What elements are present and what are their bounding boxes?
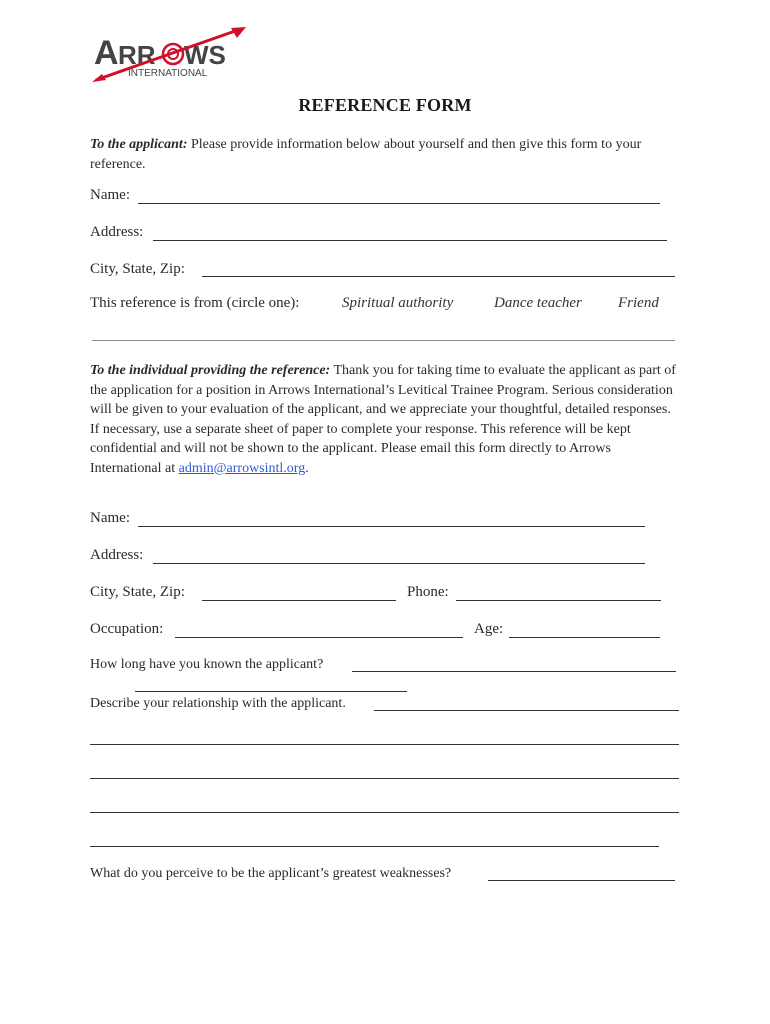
option-dance-teacher[interactable]: Dance teacher — [494, 295, 582, 311]
weaknesses-field[interactable] — [488, 880, 675, 881]
occupation-field[interactable] — [175, 637, 463, 638]
reference-address-label: Address: — [90, 547, 144, 563]
applicant-instructions — [90, 135, 690, 174]
applicant-address-field[interactable] — [153, 240, 667, 241]
known-duration-field[interactable] — [352, 671, 676, 672]
relationship-answer-line[interactable] — [90, 744, 679, 745]
reference-instructions-tail: . — [305, 460, 309, 476]
phone-label: Phone: — [407, 584, 449, 600]
relationship-question: Describe your relationship with the applicant. — [90, 696, 346, 711]
phone-field[interactable] — [456, 600, 661, 601]
reference-instructions — [90, 361, 682, 478]
reference-address-field[interactable] — [153, 563, 645, 564]
reference-city-field[interactable] — [202, 600, 396, 601]
reference-city-label: City, State, Zip: — [90, 584, 185, 600]
svg-text:WS: WS — [184, 40, 226, 70]
reference-instructions-lead: To the individual providing the reference: — [90, 363, 331, 378]
applicant-name-label: Name: — [90, 187, 130, 203]
applicant-instructions-lead: To the applicant: — [90, 137, 188, 152]
section-divider — [92, 340, 675, 341]
applicant-instructions-text: Please provide information below about yourself and then give this form to your reference. — [90, 137, 642, 172]
reference-name-label: Name: — [90, 510, 130, 526]
occupation-label: Occupation: — [90, 621, 164, 637]
svg-text:RR: RR — [118, 40, 156, 70]
applicant-city-label: City, State, Zip: — [90, 261, 185, 277]
known-duration-question: How long have you known the applicant? — [90, 657, 324, 672]
age-field[interactable] — [509, 637, 660, 638]
svg-text:INTERNATIONAL: INTERNATIONAL — [128, 68, 208, 79]
age-label: Age: — [474, 621, 504, 637]
relationship-answer-line[interactable] — [90, 812, 679, 813]
known-duration-field-continued[interactable] — [135, 691, 407, 692]
reference-name-field[interactable] — [138, 526, 645, 527]
option-spiritual-authority[interactable]: Spiritual authority — [342, 295, 454, 311]
reference-source-label: This reference is from (circle one): — [90, 295, 300, 311]
arrows-international-logo — [88, 24, 248, 86]
option-friend[interactable]: Friend — [618, 295, 659, 311]
weaknesses-question: What do you perceive to be the applicant’s greatest weaknesses? — [90, 866, 452, 881]
email-link[interactable]: admin@arrowsintl.org — [178, 460, 306, 476]
applicant-city-field[interactable] — [202, 276, 675, 277]
relationship-answer-line[interactable] — [90, 778, 679, 779]
relationship-field[interactable] — [374, 710, 679, 711]
svg-text:A: A — [94, 34, 118, 72]
reference-instructions-text: Thank you for taking time to evaluate the applicant as part of the application for a position in Arrows International’s Levitical Trainee Program. Serious consideration will be given to your evaluation of the applicant, and we appreciate your thoughtful, detailed responses. If necessary, use a separate sheet of paper to complete your response. This reference will be kept confidential and will not be shown to the applicant. Please email this form directly to Arrows International at — [90, 363, 676, 476]
applicant-name-field[interactable] — [138, 203, 660, 204]
relationship-answer-line[interactable] — [90, 846, 659, 847]
page-title: REFERENCE FORM — [298, 95, 472, 115]
applicant-address-label: Address: — [90, 224, 144, 240]
